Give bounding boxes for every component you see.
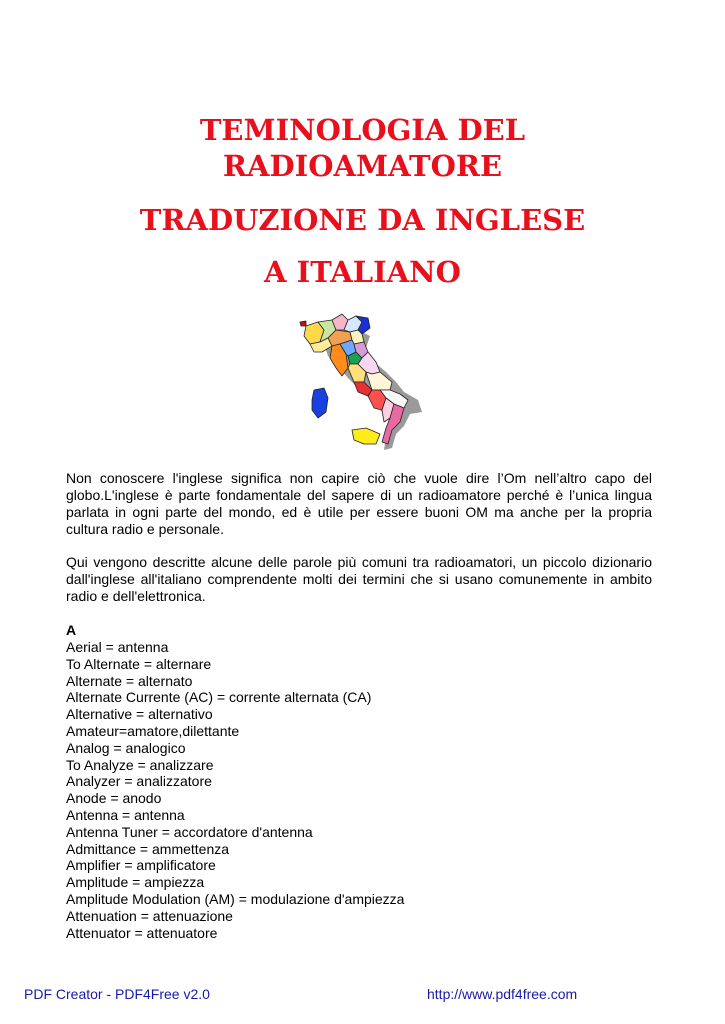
glossary-entry: Amplifier = amplificatore [66,857,216,874]
page-title-line-1: TEMINOLOGIA DEL [199,113,526,147]
intro-paragraph: Non conoscere l'inglese significa non capire ciò che vuole dire l’Om nell’altro capo del globo.L'inglese è parte fondamentale del sapere di un radioamatore perché è l’unica lingua parlata in ogni parte del mondo, ed è utile per essere buoni OM ma anche per la propria cultura radio e personale. [66,470,652,537]
page-subtitle-line-2: A ITALIANO [264,255,461,289]
glossary-entry: To Alternate = alternare [66,655,212,672]
glossary-entry: Attenuator = attenuatore [66,924,218,941]
glossary-entry: Amplitude Modulation (AM) = modulazione d'ampiezza [66,890,405,907]
glossary-entry: Amateur=amatore,dilettante [66,722,240,739]
footer-creator-text: PDF Creator - PDF4Free v2.0 [24,986,210,1002]
description-paragraph: Qui vengono descritte alcune delle parole più comuni tra radioamatori, un piccolo dizionario dall'inglese all'italiano comprendente molti dei termini che si usano comunemente in ambito radio e dell'elettronica. [66,554,652,604]
glossary-entry: Alternative = alternativo [66,706,213,723]
glossary-entry: Amplitude = ampiezza [66,874,205,891]
glossary-entry: Analog = analogico [66,739,186,756]
glossary-entry: Antenna Tuner = accordatore d'antenna [66,823,313,840]
footer-url-link[interactable]: http://www.pdf4free.com [427,986,578,1002]
glossary-entry: Antenna = antenna [66,806,185,823]
page-title-line-2: RADIOAMATORE [222,149,503,183]
glossary-entry: Admittance = ammettenza [66,840,230,857]
glossary-entry: Attenuation = attenuazione [66,907,233,924]
glossary-entry: Alternate Currente (AC) = corrente alternata (CA) [66,689,372,706]
glossary-entry: Alternate = alternato [66,672,193,689]
glossary-list [66,639,404,941]
glossary-entry: Aerial = antenna [66,639,169,655]
glossary-entry: Analyzer = analizzatore [66,773,212,790]
glossary-entry: To Analyze = analizzare [66,756,214,773]
glossary-entry: Anode = anodo [66,790,162,807]
italy-map-icon [296,312,422,458]
section-heading-a: A [66,622,77,638]
page-subtitle-line-1: TRADUZIONE DA INGLESE [139,203,586,237]
